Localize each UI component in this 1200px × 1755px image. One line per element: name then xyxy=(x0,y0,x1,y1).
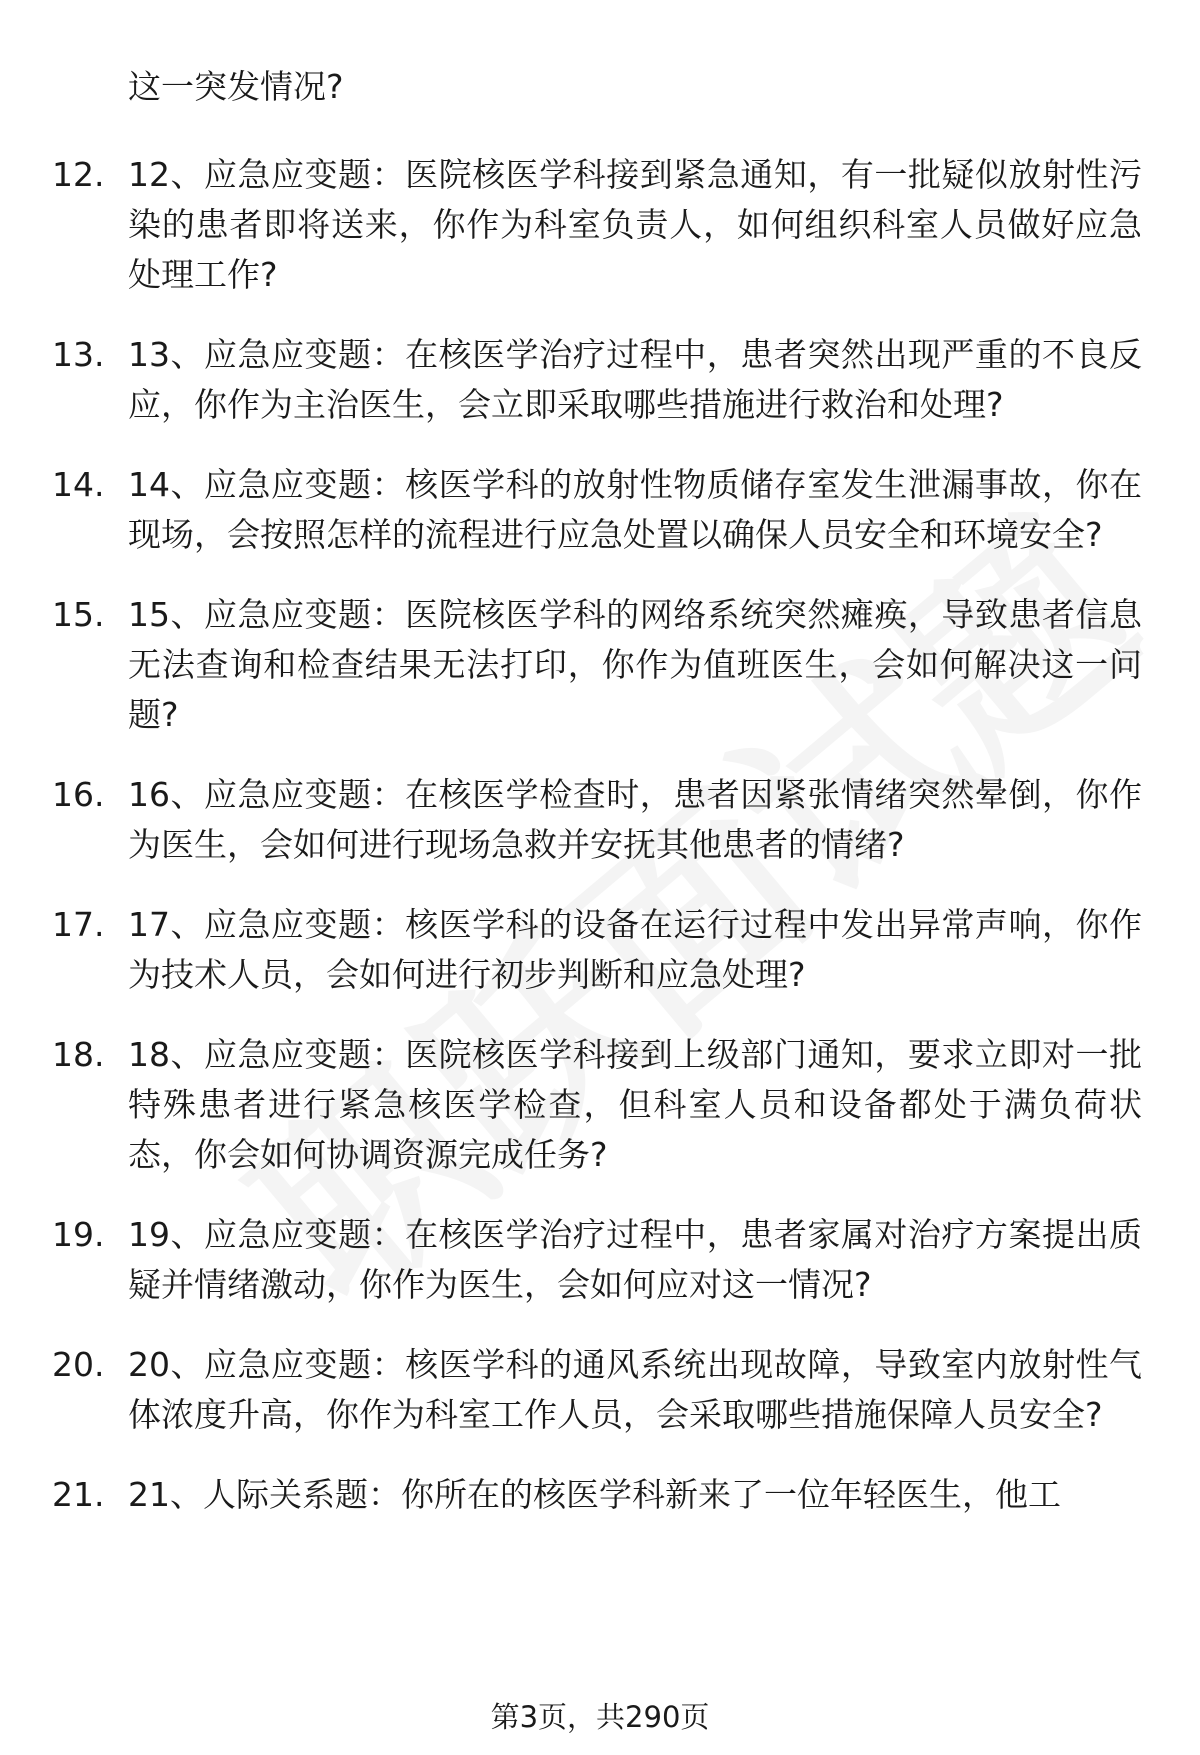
list-item xyxy=(0,460,1200,560)
question-text: 20、应急应变题：核医学科的通风系统出现故障，导致室内放射性气体浓度升高，你作为科室工作人员，会采取哪些措施保障人员安全? xyxy=(128,1345,1142,1434)
question-number: 21. xyxy=(52,1475,105,1514)
question-text: 12、应急应变题：医院核医学科接到紧急通知，有一批疑似放射性污染的患者即将送来，你作为科室负责人，如何组织科室人员做好应急处理工作? xyxy=(128,155,1142,294)
list-item xyxy=(0,1030,1200,1180)
question-text: 21、人际关系题：你所在的核医学科新来了一位年轻医生，他工 xyxy=(128,1475,1061,1514)
question-list xyxy=(0,150,1200,1550)
list-item xyxy=(0,1210,1200,1310)
question-number: 12. xyxy=(52,155,105,194)
question-number: 19. xyxy=(52,1215,105,1254)
list-item xyxy=(0,330,1200,430)
question-number: 18. xyxy=(52,1035,105,1074)
list-item xyxy=(0,590,1200,740)
page-footer: 第3页，共290页 xyxy=(490,1700,710,1734)
question-text: 14、应急应变题：核医学科的放射性物质储存室发生泄漏事故，你在现场，会按照怎样的流程进行应急处置以确保人员安全和环境安全? xyxy=(128,465,1142,554)
question-text: 15、应急应变题：医院核医学科的网络系统突然瘫痪，导致患者信息无法查询和检查结果无法打印，你作为值班医生，会如何解决这一问题? xyxy=(128,595,1142,734)
question-number: 14. xyxy=(52,465,105,504)
question-number: 17. xyxy=(52,905,105,944)
list-item xyxy=(0,150,1200,300)
list-item xyxy=(0,770,1200,870)
list-item xyxy=(0,1470,1200,1520)
question-text: 19、应急应变题：在核医学治疗过程中，患者家属对治疗方案提出质疑并情绪激动，你作为医生，会如何应对这一情况? xyxy=(128,1215,1142,1304)
question-text: 16、应急应变题：在核医学检查时，患者因紧张情绪突然晕倒，你作为医生，会如何进行现场急救并安抚其他患者的情绪? xyxy=(128,775,1142,864)
question-text: 13、应急应变题：在核医学治疗过程中，患者突然出现严重的不良反应，你作为主治医生，会立即采取哪些措施进行救治和处理? xyxy=(128,335,1142,424)
list-item xyxy=(0,1340,1200,1440)
continuation-text: 这一突发情况? xyxy=(128,67,344,106)
list-item xyxy=(0,900,1200,1000)
question-text: 18、应急应变题：医院核医学科接到上级部门通知，要求立即对一批特殊患者进行紧急核医学检查，但科室人员和设备都处于满负荷状态，你会如何协调资源完成任务? xyxy=(128,1035,1142,1174)
question-text: 17、应急应变题：核医学科的设备在运行过程中发出异常声响，你作为技术人员，会如何进行初步判断和应急处理? xyxy=(128,905,1142,994)
question-number: 13. xyxy=(52,335,105,374)
question-number: 15. xyxy=(52,595,105,634)
question-number: 16. xyxy=(52,775,105,814)
question-number: 20. xyxy=(52,1345,105,1384)
